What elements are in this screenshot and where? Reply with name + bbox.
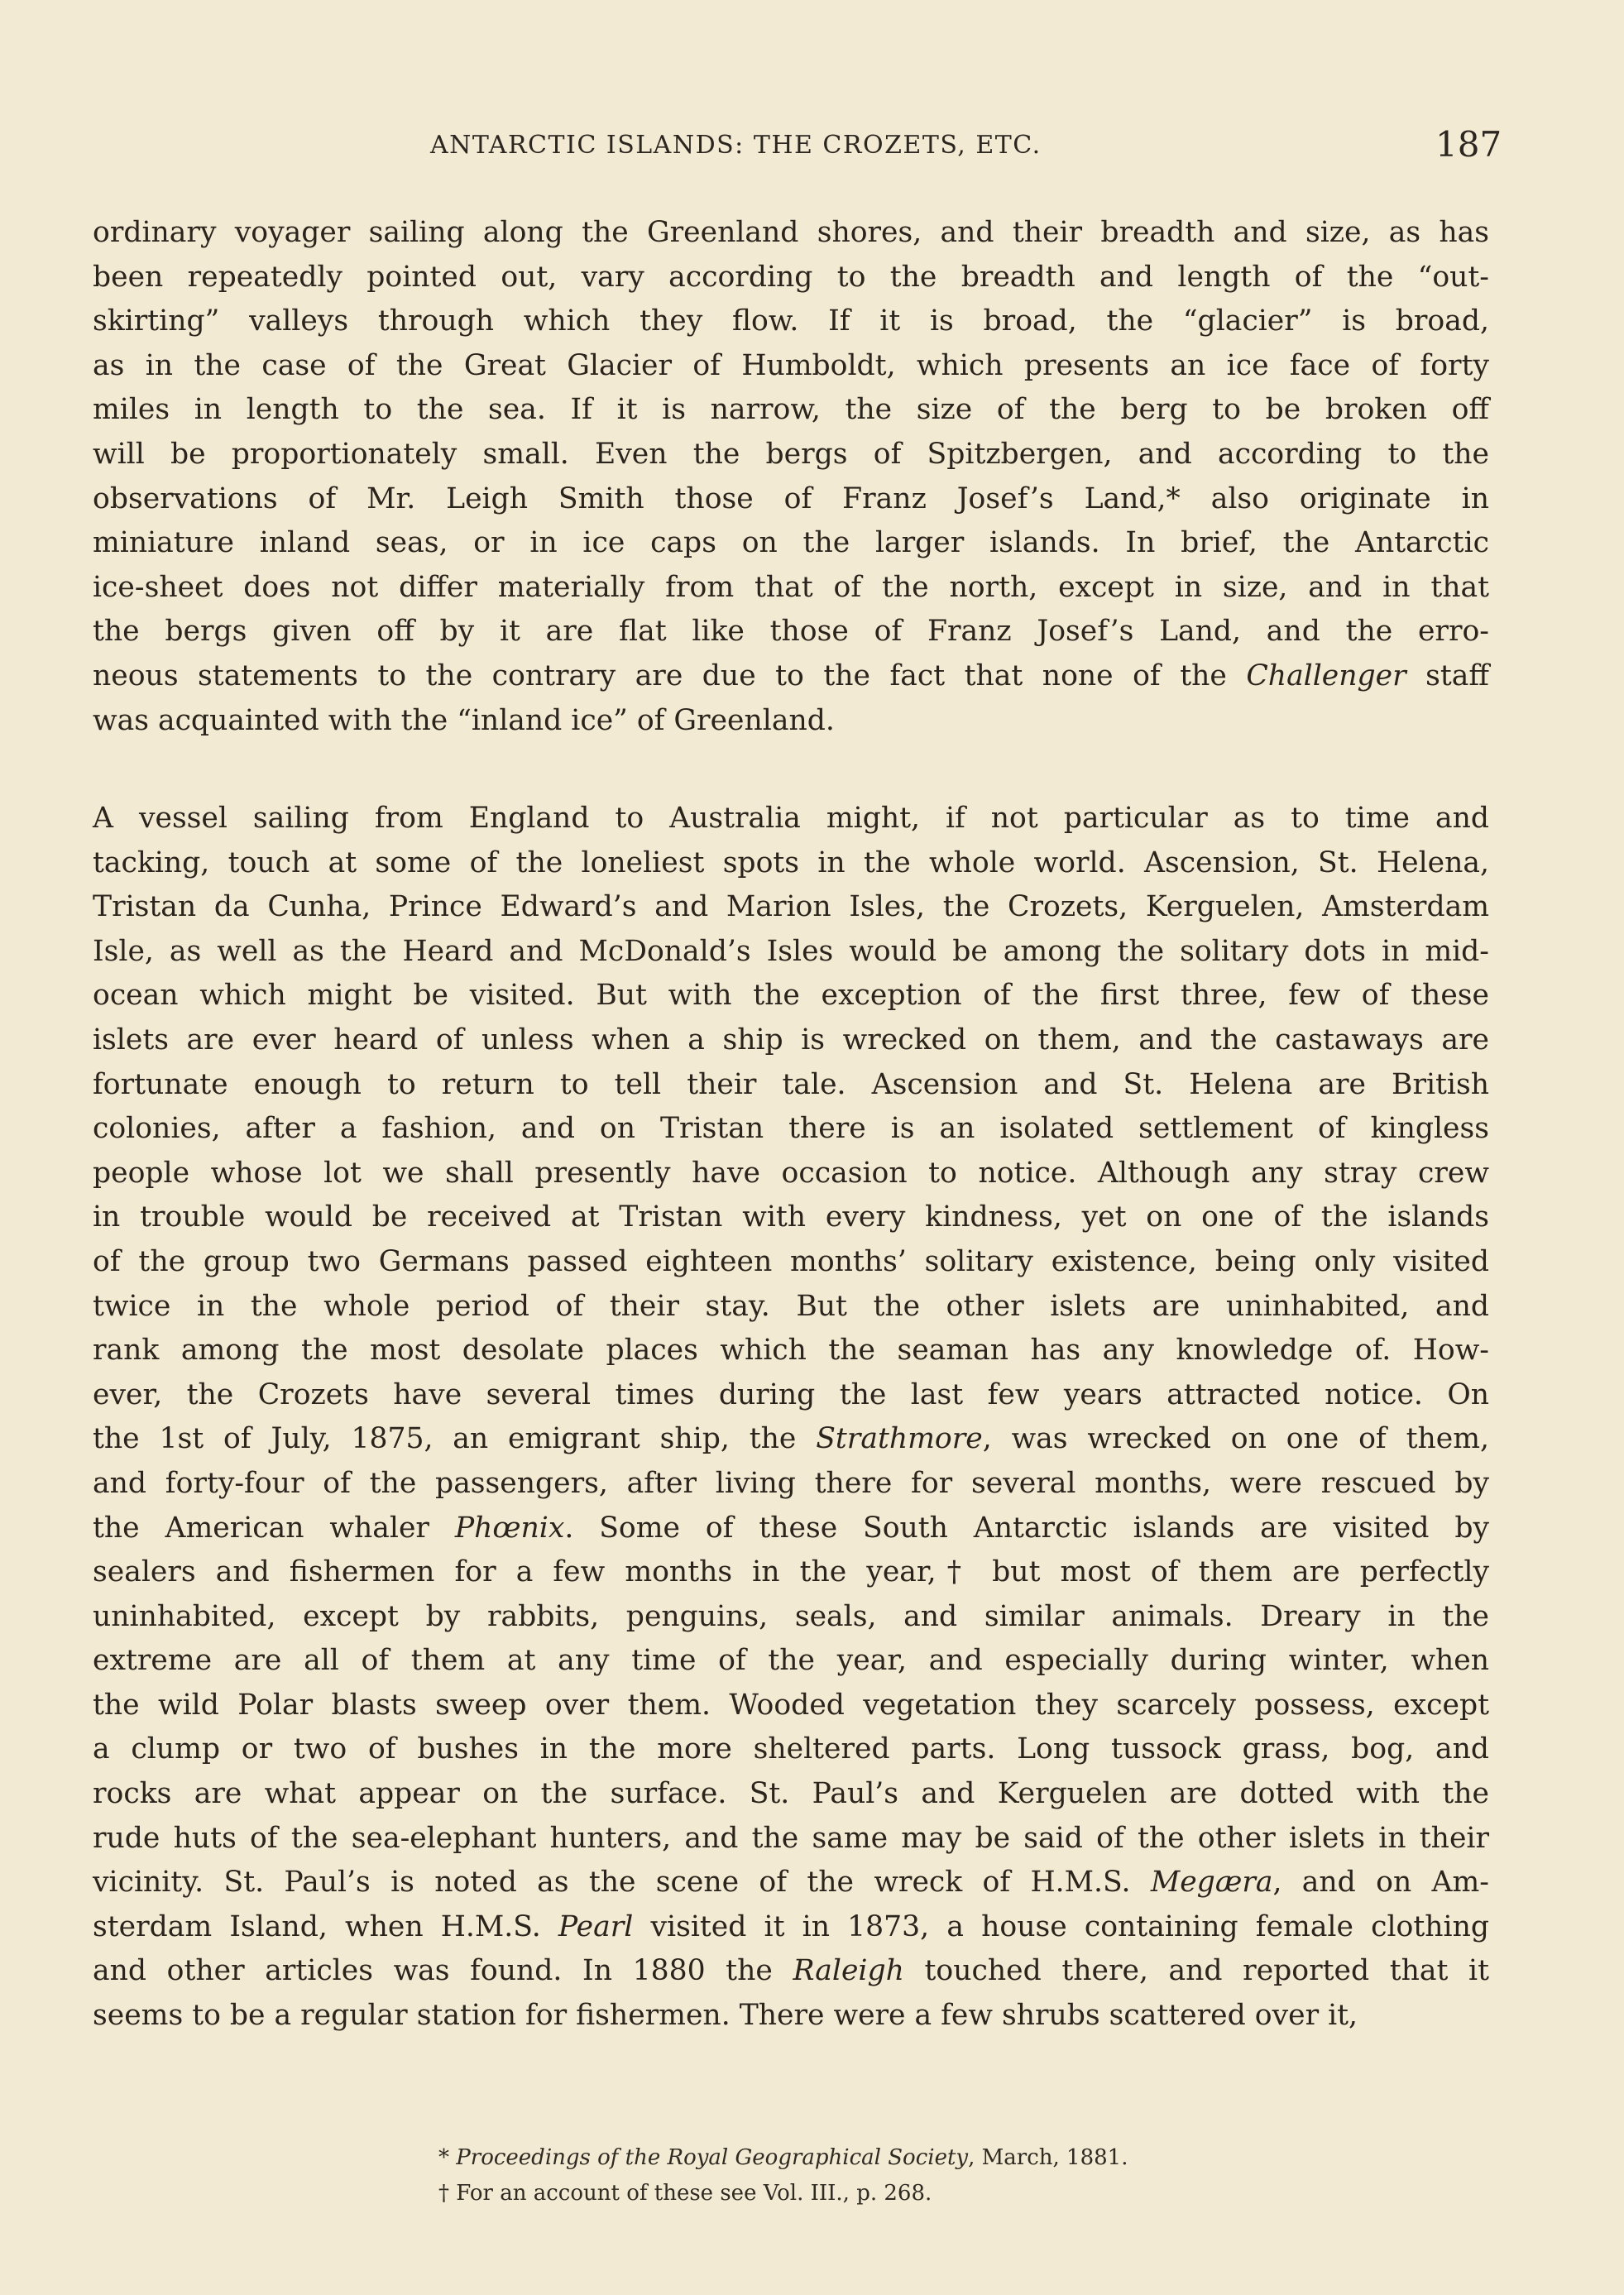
text-line: and forty-four of the passengers, after living there for several months, were rescued by bbox=[93, 1466, 1489, 1500]
paragraph-2 bbox=[93, 797, 1489, 2039]
running-header: ANTARCTIC ISLANDS: THE CROZETS, ETC. bbox=[430, 131, 1042, 160]
text-line: observations of Mr. Leigh Smith those of Franz Josef’s Land,* also originate in bbox=[93, 482, 1489, 515]
text-line: was acquainted with the “inland ice” of Greenland. bbox=[93, 703, 835, 737]
text-line: ice-sheet does not differ materially from that of the north, except in size, and in that bbox=[93, 570, 1489, 604]
text-line: and other articles was found. In 1880 the Raleigh touched there, and reported that it bbox=[93, 1954, 1489, 1988]
text-line: ever, the Crozets have several times during the last few years attracted notice. On bbox=[93, 1377, 1489, 1411]
text-line: extreme are all of them at any time of the year, and especially during winter, when bbox=[93, 1644, 1489, 1678]
text-line: been repeatedly pointed out, vary according to the breadth and length of the “out- bbox=[93, 260, 1489, 294]
text-line: rank among the most desolate places which the seaman has any knowledge of. How- bbox=[93, 1334, 1489, 1368]
text-line: islets are ever heard of unless when a ship is wrecked on them, and the castaways are bbox=[93, 1023, 1489, 1056]
text-line: colonies, after a fashion, and on Tristan there is an isolated settlement of kingless bbox=[93, 1112, 1489, 1146]
text-line: miles in length to the sea. If it is narrow, the size of the berg to be broken off bbox=[93, 393, 1489, 427]
text-line: vicinity. St. Paul’s is noted as the scene of the wreck of H.M.S. Megæra, and on Am- bbox=[93, 1866, 1489, 1900]
text-line: ordinary voyager sailing along the Greenland shores, and their breadth and size, as has bbox=[93, 216, 1489, 249]
text-line: sealers and fishermen for a few months in the year,† but most of them are perfectly bbox=[93, 1555, 1489, 1589]
text-line: neous statements to the contrary are due to the fact that none of the Challenger staff bbox=[93, 659, 1489, 692]
text-line: as in the case of the Great Glacier of Humboldt, which presents an ice face of forty bbox=[93, 348, 1489, 382]
paragraph-1 bbox=[93, 211, 1489, 743]
text-line: will be proportionately small. Even the bergs of Spitzbergen, and according to the bbox=[93, 437, 1489, 471]
footnotes bbox=[438, 2140, 1128, 2211]
text-line: skirting” valleys through which they flow. If it is broad, the “glacier” is broad, bbox=[93, 304, 1489, 338]
footnote-2: † For an account of these see Vol. III., p. 268. bbox=[438, 2181, 932, 2206]
text-line: people whose lot we shall presently have occasion to notice. Although any stray crew bbox=[93, 1156, 1489, 1190]
text-line: A vessel sailing from England to Australia might, if not particular as to time and bbox=[93, 802, 1489, 835]
text-line: sterdam Island, when H.M.S. Pearl visited it in 1873, a house containing female clothing bbox=[93, 1909, 1489, 1943]
text-line: the American whaler Phœnix. Some of these South Antarctic islands are visited by bbox=[93, 1511, 1490, 1545]
text-line: seems to be a regular station for fishermen. There were a few shrubs scattered over it, bbox=[93, 1999, 1358, 2033]
text-line: Tristan da Cunha, Prince Edward’s and Marion Isles, the Crozets, Kerguelen, Amsterdam bbox=[93, 890, 1489, 924]
text-line: rude huts of the sea-elephant hunters, and the same may be said of the other islets in their bbox=[93, 1821, 1489, 1855]
text-line: Isle, as well as the Heard and McDonald’s Isles would be among the solitary dots in mid- bbox=[93, 934, 1489, 968]
text-line: the bergs given off by it are flat like those of Franz Josef’s Land, and the erro- bbox=[93, 615, 1489, 649]
page-number: 187 bbox=[1435, 124, 1502, 165]
text-line: miniature inland seas, or in ice caps on the larger islands. In brief, the Antarctic bbox=[93, 526, 1489, 560]
text-line: fortunate enough to return to tell their tale. Ascension and St. Helena are British bbox=[93, 1067, 1489, 1101]
text-line: uninhabited, except by rabbits, penguins, seals, and similar animals. Dreary in the bbox=[93, 1599, 1489, 1633]
footnote-1: * Proceedings of the Royal Geographical Society, March, 1881. bbox=[438, 2145, 1128, 2170]
text-line: the 1st of July, 1875, an emigrant ship, the Strathmore, was wrecked on one of them, bbox=[93, 1422, 1489, 1456]
text-line: twice in the whole period of their stay. But the other islets are uninhabited, and bbox=[93, 1289, 1489, 1323]
text-line: rocks are what appear on the surface. St. Paul’s and Kerguelen are dotted with the bbox=[93, 1777, 1489, 1811]
text-line: a clump or two of bushes in the more sheltered parts. Long tussock grass, bog, and bbox=[93, 1732, 1489, 1766]
text-line: the wild Polar blasts sweep over them. Wooded vegetation they scarcely possess, except bbox=[93, 1688, 1489, 1722]
text-line: of the group two Germans passed eighteen months’ solitary existence, being only visited bbox=[93, 1244, 1489, 1278]
text-line: ocean which might be visited. But with the exception of the first three, few of these bbox=[93, 979, 1489, 1013]
text-line: in trouble would be received at Tristan with every kindness, yet on one of the islands bbox=[93, 1200, 1489, 1234]
text-line: tacking, touch at some of the loneliest spots in the whole world. Ascension, St. Helena, bbox=[93, 846, 1489, 879]
